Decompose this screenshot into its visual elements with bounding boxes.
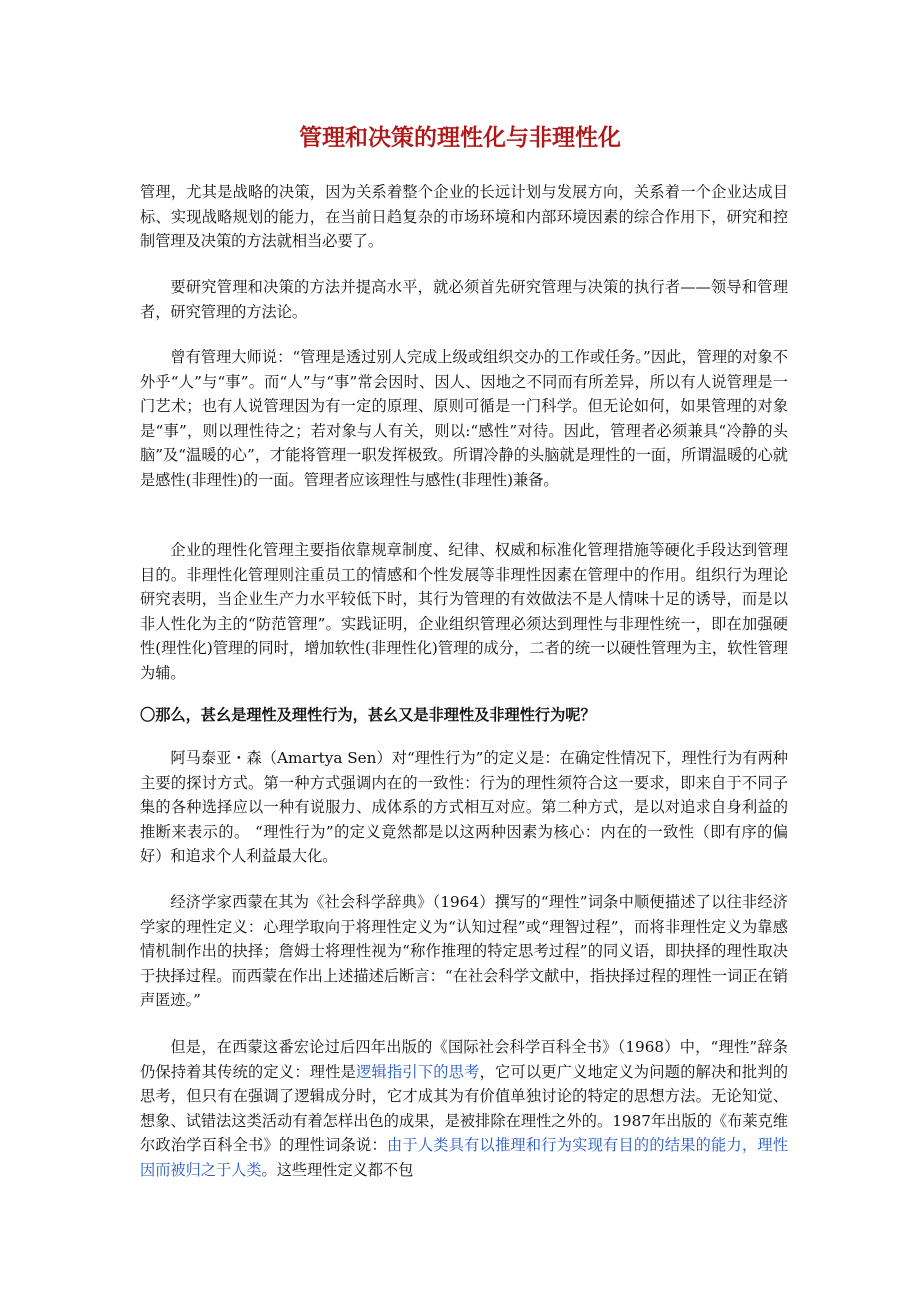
rationality-definition-link[interactable]: 由于人类具有以推理和行为实现有目的的结果的能力，理性因而被归之于人类 [140,1136,789,1179]
paragraph-3: 曾有管理大师说：“管理是透过别人完成上级或组织交办的工作或任务。”因此，管理的对象不外乎“人”与“事”。而“人”与“事”常会因时、因人、因地之不同而有所差异，所以有人说管理是一门艺术；也有人说管理因为有一定的原理、原则可循是一门科学。但无论如何，如果管理的对象是“事”，则以理性待之；若对象与人有关，则以:“感性”对待。因此，管理者必须兼具“冷静的头脑”及“温暖的心”，才能将管理一职发挥极致。所谓冷静的头脑就是理性的一面，所谓温暖的心就是感性(非理性)的一面。管理者应该理性与感性(非理性)兼备。 [140,348,788,489]
paragraph-4: 企业的理性化管理主要指依靠规章制度、纪律、权威和标准化管理措施等硬化手段达到管理目的。非理性化管理则注重员工的情感和个性发展等非理性因素在管理中的作用。组织行为理论研究表明，当企业生产力水平较低下时，其行为管理的有效做法不是人情味十足的诱导，而是以非人性化为主的“防范管理”。实践证明，企业组织管理必须达到理性与非理性统一，即在加强硬性(理性化)管理的同时，增加软性(非理性化)管理的成分，二者的统一以硬性管理为主，软性管理为辅。 [140,541,788,682]
paragraph-6: 经济学家西蒙在其为《社会科学辞典》（1964）撰写的“理性”词条中顺便描述了以往非经济学家的理性定义：心理学取向于将理性定义为“认知过程”或“理智过程”，而将非理性定义为靠感情机制作出的抉择；詹姆士将理性视为“称作推理的特定思考过程”的同义语，即抉择的理性取决于抉择过程。而西蒙在作出上述描述后断言：“在社会科学文献中，指抉择过程的理性一词正在销声匿迹。” [140,893,788,1010]
paragraph-7-text-b: ，它可以更广义地定义为问题的解决和批判的思考，但只有在强调了逻辑成分时，它才成其为有价值单独讨论的特定的思想方法。无论知觉、想象、试错法这类活动有着怎样出色的成果，是被排除在理性之外的。1987年出版的《布莱克维尔政治学百科全书》的理性词条说： [140,1062,789,1155]
paragraph-1: 管理，尤其是战略的决策，因为关系着整个企业的长远计划与发展方向，关系着一个企业达成目标、实现战略规划的能力，在当前日趋复杂的市场环境和内部环境因素的综合作用下，研究和控制管理及决策的方法就相当必要了。 [140,183,788,251]
document-title: 管理和决策的理性化与非理性化 [299,125,621,151]
section-heading: 〇那么，甚幺是理性及理性行为，甚幺又是非理性及非理性行为呢？ [140,706,596,724]
logic-thinking-link[interactable]: 逻辑指引下的思考 [356,1062,480,1081]
paragraph-7-text-c: 。这些理性定义都不包 [261,1160,414,1179]
paragraph-5: 阿马泰亚・森（Amartya Sen）对“理性行为”的定义是：在确定性情况下，理性行为有两种主要的探讨方式。第一种方式强调内在的一致性：行为的理性须符合这一要求，即来自于不同子集的各种选择应以一种有说服力、成体系的方式相互对应。第二种方式，是以对追求自身利益的推断来表示的。 “理性行为”的定义竟然都是以这两种因素为核心：内在的一致性（即有序的偏好）和追求个人利益最大化。 [140,749,788,866]
paragraph-2: 要研究管理和决策的方法并提高水平，就必须首先研究管理与决策的执行者——领导和管理者，研究管理的方法论。 [140,278,788,321]
paragraph-7-text-a: 但是，在西蒙这番宏论过后四年出版的《国际社会科学百科全书》（1968）中，“理性”辞条仍保持着其传统的定义：理性是 [140,1038,788,1081]
paragraph-7 [140,1035,788,1183]
